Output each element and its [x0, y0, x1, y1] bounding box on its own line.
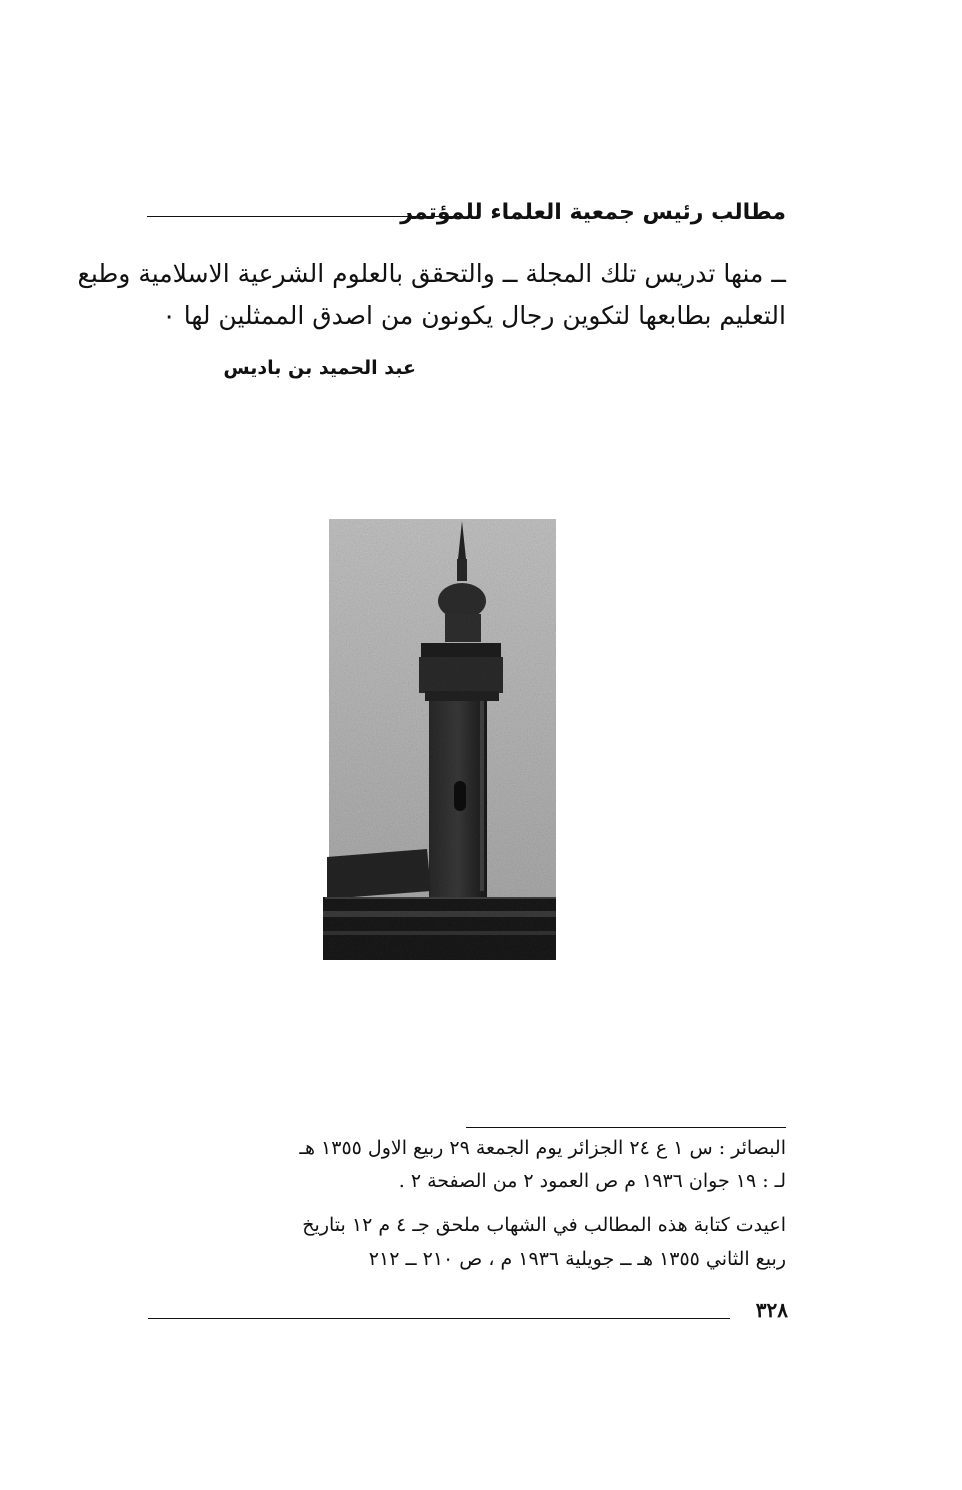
page-number: ٣٢٨	[755, 1298, 788, 1322]
page-number-rule	[148, 1318, 730, 1319]
minaret-photograph	[323, 519, 556, 960]
body-text-line-1: ــ منها تدريس تلك المجلة ــ والتحقق بالعلوم الشرعية الاسلامية وطبع	[77, 259, 786, 288]
footnote-1-line-2: لـ : ١٩ جوان ١٩٣٦ م ص العمود ٢ من الصفحة ٢ .	[398, 1170, 786, 1192]
footnote-1-line-1: البصائر : س ١ ع ٢٤ الجزائر يوم الجمعة ٢٩ ربيع الاول ١٣٥٥ هـ	[299, 1137, 786, 1159]
footnote-2-line-2: ربيع الثاني ١٣٥٥ هـ ــ جويلية ١٩٣٦ م ، ص ٢١٠ ــ ٢١٢	[368, 1248, 786, 1270]
running-header-title: مطالب رئيس جمعية العلماء للمؤتمر	[400, 200, 786, 225]
author-signature: عبد الحميد بن باديس	[223, 357, 416, 379]
footnote-rule	[466, 1127, 786, 1128]
footnote-2-line-1: اعيدت كتابة هذه المطالب في الشهاب ملحق جـ ٤ م ١٢ بتاريخ	[302, 1214, 786, 1236]
body-text-line-2: التعليم بطابعها لتكوين رجال يكونون من اصدق الممثلين لها ٠	[162, 301, 786, 330]
header-rule	[147, 216, 462, 217]
